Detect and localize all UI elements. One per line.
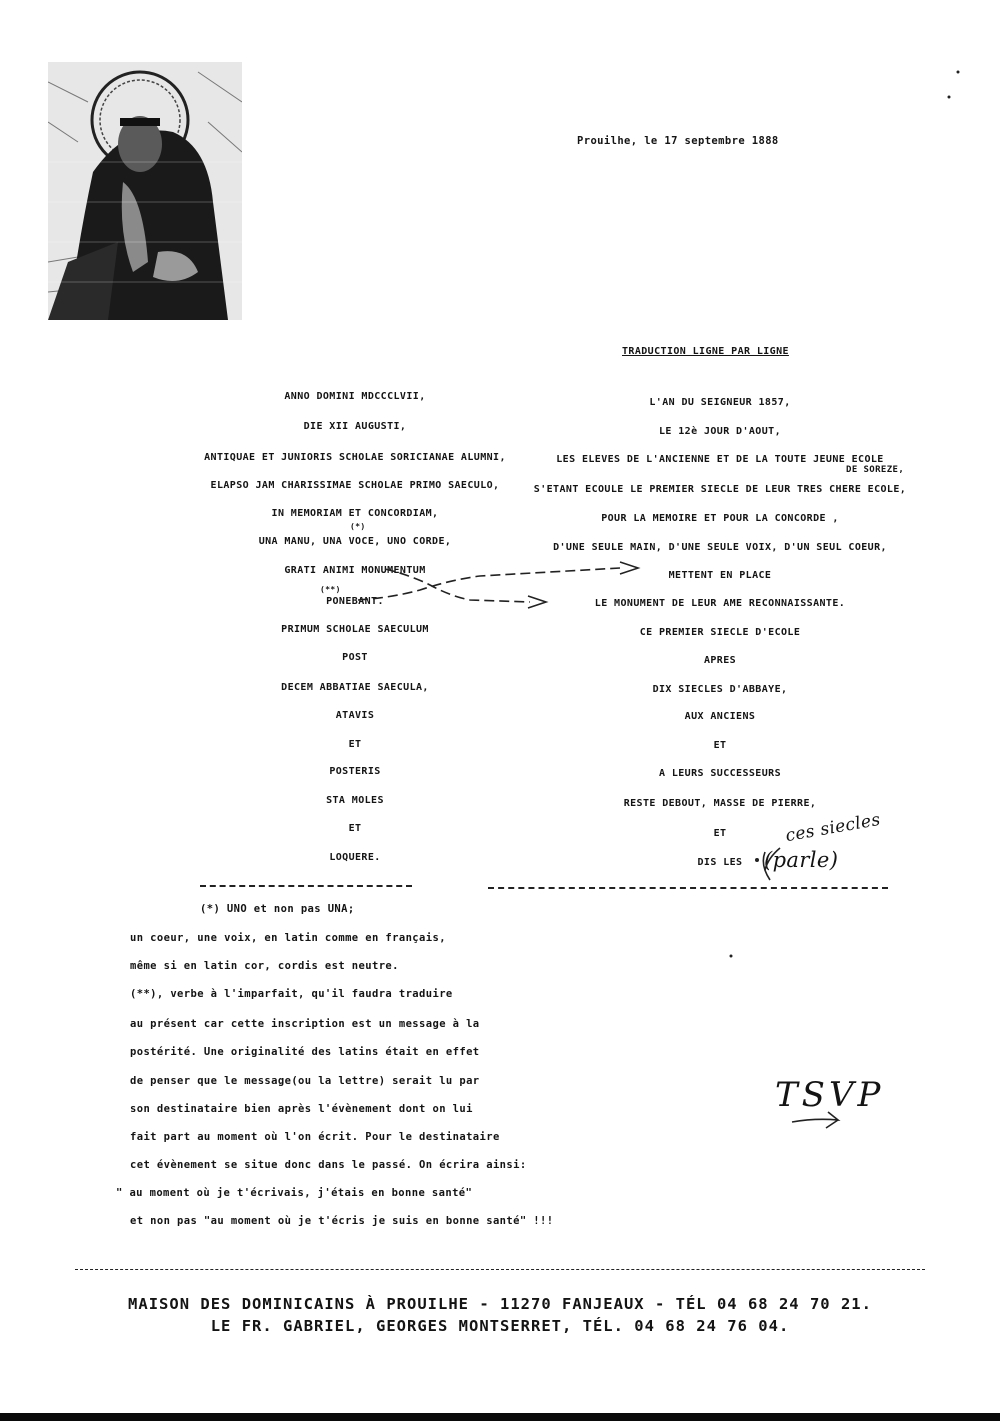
note-line: son destinataire bien après l'évènement dont on lui (130, 1103, 473, 1115)
latin-line: DIE XII AUGUSTI, (303, 421, 407, 432)
note-line: un coeur, une voix, en latin comme en français, (130, 932, 446, 944)
french-line: METTENT EN PLACE (668, 570, 772, 581)
latin-line: LOQUERE. (329, 852, 381, 863)
french-line: DIS LES (697, 857, 743, 868)
french-line-extra: DE SOREZE, (846, 465, 905, 475)
note-line: postérité. Une originalité des latins était en effet (130, 1046, 480, 1058)
latin-line: PRIMUM SCHOLAE SAECULUM (281, 624, 429, 635)
note-line: " au moment où je t'écrivais, j'étais en bonne santé" (116, 1187, 473, 1199)
latin-line: DECEM ABBATIAE SAECULA, (281, 682, 429, 693)
french-line: RESTE DEBOUT, MASSE DE PIERRE, (623, 798, 817, 809)
place-date: Prouilhe, le 17 septembre 1888 (577, 135, 779, 147)
latin-line: STA MOLES (326, 795, 384, 806)
latin-line: PONEBANT. (326, 596, 384, 607)
french-line: S'ETANT ECOULE LE PREMIER SIECLE DE LEUR TRES CHERE ECOLE, (533, 484, 907, 495)
separator-right (488, 887, 888, 889)
french-line: APRES (703, 655, 737, 666)
latin-line: IN MEMORIAM ET CONCORDIAM, (271, 508, 439, 519)
french-line: L'AN DU SEIGNEUR 1857, (649, 397, 791, 408)
note-line: au présent car cette inscription est un message à la (130, 1018, 480, 1030)
latin-line: GRATI ANIMI MONUMENTUM (284, 565, 426, 576)
footnote-mark-1: (*) (350, 522, 366, 531)
latin-line: ATAVIS (335, 710, 375, 721)
note-line: même si en latin cor, cordis est neutre. (130, 960, 399, 972)
french-line: ET (713, 828, 727, 839)
latin-line: ET (348, 739, 362, 750)
footer-address: MAISON DES DOMINICAINS À PROUILHE - 11270 FANJEAUX - TÉL 04 68 24 70 21. (128, 1295, 872, 1313)
latin-line: UNA MANU, UNA VOCE, UNO CORDE, (258, 536, 452, 547)
french-line: CE PREMIER SIECLE D'ECOLE (639, 627, 801, 638)
note-line: (*) UNO et non pas UNA; (200, 903, 355, 915)
scan-edge (0, 1413, 1000, 1421)
french-line: D'UNE SEULE MAIN, D'UNE SEULE VOIX, D'UN SEUL COEUR, (553, 542, 887, 553)
latin-line: ELAPSO JAM CHARISSIMAE SCHOLAE PRIMO SAECULO, (210, 480, 500, 491)
note-line: et non pas "au moment où je t'écris je suis en bonne santé" !!! (130, 1215, 554, 1227)
note-line: cet évènement se situe donc dans le passé. On écrira ainsi: (130, 1159, 527, 1171)
latin-line: POST (342, 652, 368, 663)
french-line: LE MONUMENT DE LEUR AME RECONNAISSANTE. (594, 598, 846, 609)
french-line: DIX SIECLES D'ABBAYE, (652, 684, 788, 695)
french-line: A LEURS SUCCESSEURS (659, 768, 781, 779)
footnote-mark-2: (**) (320, 585, 341, 594)
french-line: LES ELEVES DE L'ANCIENNE ET DE LA TOUTE JEUNE ECOLE (556, 454, 884, 465)
handwritten-initials: TSVP (775, 1075, 885, 1115)
note-line: de penser que le message(ou la lettre) serait lu par (130, 1075, 480, 1087)
french-line: POUR LA MEMOIRE ET POUR LA CONCORDE , (601, 513, 839, 524)
handwritten-annotation: ces siecles (783, 809, 883, 847)
handwritten-annotation: (parle) (764, 848, 839, 872)
latin-line: ANNO DOMINI MDCCCLVII, (284, 391, 426, 402)
footer-separator (75, 1269, 925, 1270)
note-line: (**), verbe à l'imparfait, qu'il faudra traduire (130, 988, 453, 1000)
translation-title: TRADUCTION LIGNE PAR LIGNE (622, 346, 789, 357)
french-line: ET (713, 740, 727, 751)
note-line: fait part au moment où l'on écrit. Pour le destinataire (130, 1131, 500, 1143)
latin-line: POSTERIS (329, 766, 381, 777)
latin-line: ET (348, 823, 362, 834)
separator-left (200, 885, 412, 887)
french-line: AUX ANCIENS (684, 711, 756, 722)
latin-line: ANTIQUAE ET JUNIORIS SCHOLAE SORICIANAE ALUMNI, (204, 452, 506, 463)
footer-contact: LE FR. GABRIEL, GEORGES MONTSERRET, TÉL. 04 68 24 76 04. (210, 1317, 790, 1335)
french-line: LE 12è JOUR D'AOUT, (659, 426, 781, 437)
